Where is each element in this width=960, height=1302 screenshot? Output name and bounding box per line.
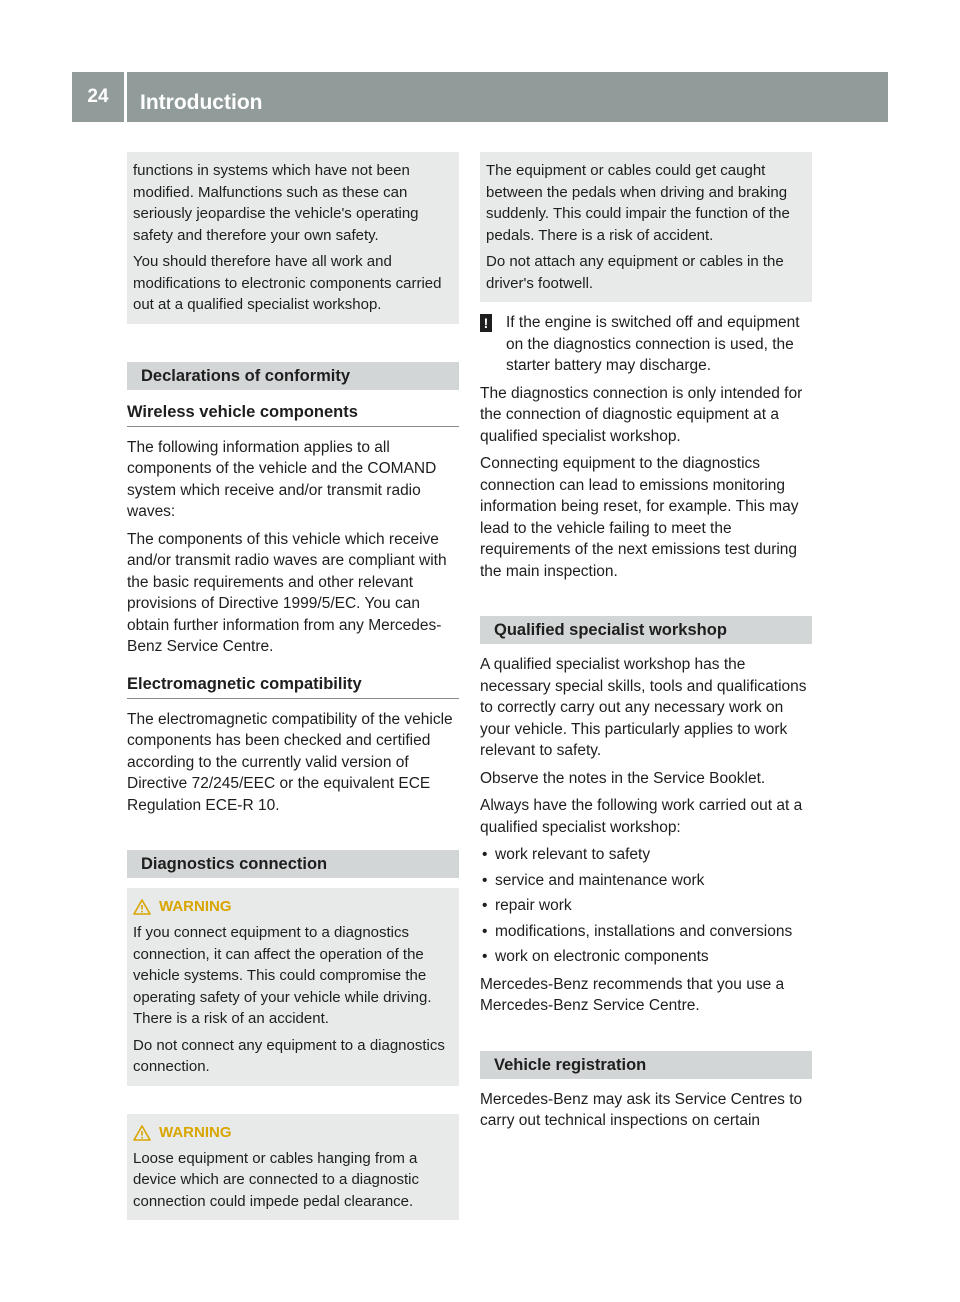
diagnostics-paragraph: Connecting equipment to the diagnostics connection can lead to emissions monitoring information being reset, for example. This may lead to the vehicle failing to meet the requirements of the next emissions test during the main inspection. xyxy=(480,455,799,580)
warning-text: Do not attach any equipment or cables in the driver's footwell. xyxy=(486,253,784,292)
list-item: • work on electronic components xyxy=(480,946,812,968)
exclamation-icon: ! xyxy=(480,314,492,332)
diagnostics-paragraph: The diagnostics connection is only intended for the connection of diagnostic equipment at a qualified specialist workshop. xyxy=(480,384,803,445)
subheading-wireless: Wireless vehicle components xyxy=(127,400,459,427)
emc-paragraph: The electromagnetic compatibility of the vehicle components has been checked and certified according to the currently valid version of Directive 72/245/EEC or the equivalent ECE Regulation ECE-R 10. xyxy=(127,710,453,814)
registration-paragraph: Mercedes-Benz may ask its Service Centres to carry out technical inspections on certain xyxy=(480,1090,803,1129)
warning-box xyxy=(127,1114,459,1221)
workshop-list xyxy=(480,844,812,968)
note-text: If the engine is switched off and equipment on the diagnostics connection is used, the starter battery may discharge. xyxy=(506,314,800,374)
workshop-closing: Mercedes-Benz recommends that you use a Mercedes-Benz Service Centre. xyxy=(480,975,785,1014)
warning-text: The equipment or cables could get caught between the pedals when driving and braking suddenly. This could impair the function of the pedals. There is a risk of accident. xyxy=(486,162,790,244)
section-heading-workshop: Qualified specialist workshop xyxy=(480,616,812,644)
warning-text: If you connect equipment to a diagnostics connection, it can affect the operation of the vehicle systems. This could compromise the operating safety of your vehicle while driving. There is a risk of an accident. xyxy=(133,924,432,1027)
intro-paragraph: You should therefore have all work and modifications to electronic components carried out at a qualified specialist workshop. xyxy=(133,253,442,313)
section-heading-declarations: Declarations of conformity xyxy=(127,362,459,390)
intro-paragraph: functions in systems which have not been modified. Malfunctions such as these can seriously jeopardise the vehicle's operating safety and therefore your own safety. xyxy=(133,162,419,244)
warning-box xyxy=(127,888,459,1086)
wireless-paragraph: The following information applies to all components of the vehicle and the COMAND system which receive and/or transmit radio waves: xyxy=(127,438,437,520)
workshop-paragraph: Observe the notes in the Service Booklet. xyxy=(480,769,766,787)
warning-continued-box xyxy=(480,152,812,302)
intro-box xyxy=(127,152,459,324)
page-title: Introduction xyxy=(140,91,263,114)
subheading-emc: Electromagnetic compatibility xyxy=(127,672,459,699)
warning-text: Loose equipment or cables hanging from a device which are connected to a diagnostic connection could impede pedal clearance. xyxy=(133,1149,420,1210)
list-item: • work relevant to safety xyxy=(480,844,812,866)
warning-triangle-icon xyxy=(133,1125,151,1141)
warning-text: Do not connect any equipment to a diagnostics connection. xyxy=(133,1036,445,1075)
section-heading-registration: Vehicle registration xyxy=(480,1051,812,1079)
page-number: 24 xyxy=(87,86,109,107)
warning-title xyxy=(133,1122,453,1144)
list-item: • modifications, installations and conversions xyxy=(480,921,812,943)
wireless-paragraph: The components of this vehicle which receive and/or transmit radio waves are compliant with the basic requirements and other relevant provisions of Directive 1999/5/EC. You can obtain further information from any Mercedes-Benz Service Centre. xyxy=(127,530,447,655)
workshop-paragraph: Always have the following work carried out at a qualified specialist workshop: xyxy=(480,797,803,836)
note xyxy=(480,312,812,377)
header-divider xyxy=(124,72,127,122)
warning-title xyxy=(133,896,453,918)
list-item: • service and maintenance work xyxy=(480,870,812,892)
warning-triangle-icon xyxy=(133,899,151,915)
list-item: • repair work xyxy=(480,895,812,917)
workshop-paragraph: A qualified specialist workshop has the necessary special skills, tools and qualifications to correctly carry out any necessary work on your vehicle. This particularly applies to work relevant to safety. xyxy=(480,656,807,759)
warning-label: WARNING xyxy=(159,898,232,915)
left-column xyxy=(127,152,459,1220)
section-heading-diagnostics: Diagnostics connection xyxy=(127,850,459,878)
right-column xyxy=(480,152,812,1138)
warning-label: WARNING xyxy=(159,1123,232,1141)
